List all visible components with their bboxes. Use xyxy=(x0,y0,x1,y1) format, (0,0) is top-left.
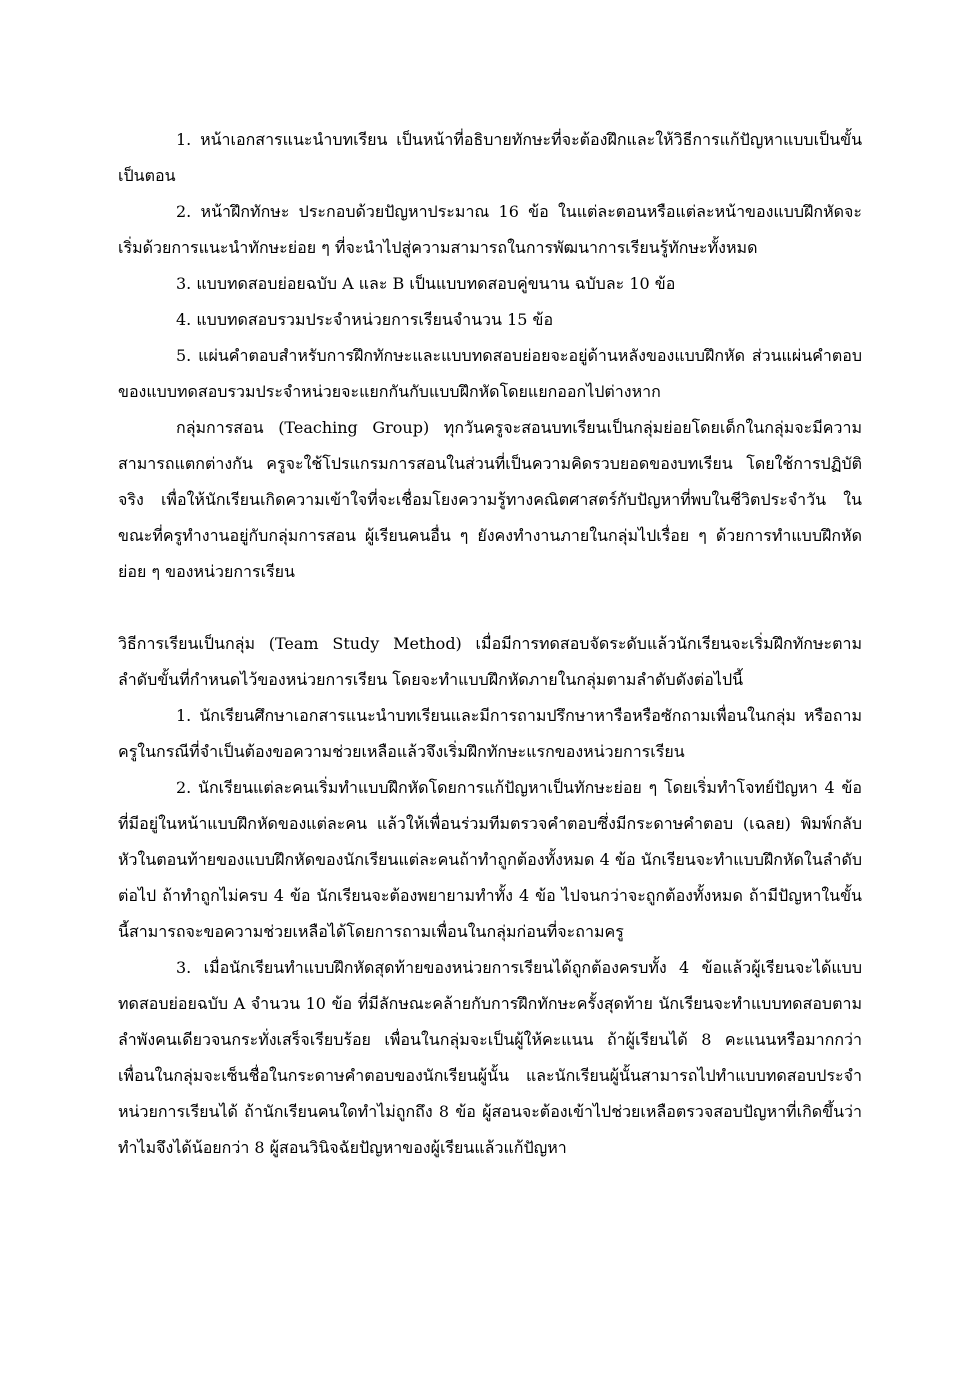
paragraph-step-3: 3. เมื่อนักเรียนทำแบบฝึกหัดสุดท้ายของหน่วยการเรียนได้ถูกต้องครบทั้ง 4 ข้อแล้วผู้เรียนจะได้แบบทดสอบย่อยฉบับ A จำนวน 10 ข้อ ที่มีลักษณะคล้ายกับการฝึกทักษะครั้งสุดท้าย นักเรียนจะทำแบบทดสอบตามลำพังคนเดียวจนกระทั่งเสร็จเรียบร้อย เพื่อนในกลุ่มจะเป็นผู้ให้คะแนน ถ้าผู้เรียนได้ 8 คะแนนหรือมากกว่า เพื่อนในกลุ่มจะเซ็นชื่อในกระดาษคำตอบของนักเรียนผู้นั้น และนักเรียนผู้นั้นสามารถไปทำแบบทดสอบประจำหน่วยการเรียนได้ ถ้านักเรียนคนใดทำไม่ถูกถึง 8 ข้อ ผู้สอนจะต้องเข้าไปช่วยเหลือตรวจสอบปัญหาที่เกิดขึ้นว่าทำไมจึงได้น้อยกว่า 8 ผู้สอนวินิจฉัยปัญหาของผู้เรียนแล้วแก้ปัญหา xyxy=(118,958,862,1157)
paragraph-step-2: 2. นักเรียนแต่ละคนเริ่มทำแบบฝึกหัดโดยการแก้ปัญหาเป็นทักษะย่อย ๆ โดยเริ่มทำโจทย์ปัญหา 4 ข้อ ที่มีอยู่ในหน้าแบบฝึกหัดของแต่ละคน แล้วให้เพื่อนร่วมทีมตรวจคำตอบซึ่งมีกระดาษคำตอบ (เฉลย) พิมพ์กลับหัวในตอนท้ายของแบบฝึกหัดของนักเรียนแต่ละคนถ้าทำถูกต้องทั้งหมด 4 ข้อ นักเรียนจะทำแบบฝึกหัดในลำดับต่อไป ถ้าทำถูกไม่ครบ 4 ข้อ นักเรียนจะต้องพยายามทำทั้ง 4 ข้อ ไปจนกว่าจะถูกต้องทั้งหมด ถ้ามีปัญหาในขั้นนี้สามารถจะขอความช่วยเหลือได้โดยการถามเพื่อนในกลุ่มก่อนที่จะถามครู xyxy=(118,778,862,941)
paragraph-item-4: 4. แบบทดสอบรวมประจำหน่วยการเรียนจำนวน 15 ข้อ xyxy=(176,310,554,329)
paragraph-step-1: 1. นักเรียนศึกษาเอกสารแนะนำบทเรียนและมีการถามปรึกษาหารือหรือซักถามเพื่อนในกลุ่ม หรือถามครูในกรณีที่จำเป็นต้องขอความช่วยเหลือแล้วจึงเริ่มฝึกทักษะแรกของหน่วยการเรียน xyxy=(118,706,862,761)
paragraph-team-study-intro: วิธีการเรียนเป็นกลุ่ม (Team Study Method) เมื่อมีการทดสอบจัดระดับแล้วนักเรียนจะเริ่มฝึกทักษะตามลำดับขั้นที่กำหนดไว้ของหน่วยการเรียน โดยจะทำแบบฝึกหัดภายในกลุ่มตามลำดับดังต่อไปนี้ xyxy=(118,634,862,689)
paragraph-item-1: 1. หน้าเอกสารแนะนำบทเรียน เป็นหน้าที่อธิบายทักษะที่จะต้องฝึกและให้วิธีการแก้ปัญหาแบบเป็นขั้นเป็นตอน xyxy=(118,130,862,185)
document-body xyxy=(118,122,862,1166)
paragraph-item-5: 5. แผ่นคำตอบสำหรับการฝึกทักษะและแบบทดสอบย่อยจะอยู่ด้านหลังของแบบฝึกหัด ส่วนแผ่นคำตอบของแบบทดสอบรวมประจำหน่วยจะแยกกันกับแบบฝึกหัดโดยแยกออกไปต่างหาก xyxy=(118,346,862,401)
paragraph-teaching-group: กลุ่มการสอน (Teaching Group) ทุกวันครูจะสอนบทเรียนเป็นกลุ่มย่อยโดยเด็กในกลุ่มจะมีความสามารถแตกต่างกัน ครูจะใช้โปรแกรมการสอนในส่วนที่เป็นความคิดรวบยอดของบทเรียน โดยใช้การปฏิบัติจริง เพื่อให้นักเรียนเกิดความเข้าใจที่จะเชื่อมโยงความรู้ทางคณิตศาสตร์กับปัญหาที่พบในชีวิตประจำวัน ในขณะที่ครูทำงานอยู่กับกลุ่มการสอน ผู้เรียนคนอื่น ๆ ยังคงทำงานภายในกลุ่มไปเรื่อย ๆ ด้วยการทำแบบฝึกหัดย่อย ๆ ของหน่วยการเรียน xyxy=(118,418,862,581)
paragraph-item-2: 2. หน้าฝึกทักษะ ประกอบด้วยปัญหาประมาณ 16 ข้อ ในแต่ละตอนหรือแต่ละหน้าของแบบฝึกหัดจะเริ่มด้วยการแนะนำทักษะย่อย ๆ ที่จะนำไปสู่ความสามารถในการพัฒนาการเรียนรู้ทักษะทั้งหมด xyxy=(118,202,862,257)
section-gap xyxy=(118,590,862,626)
paragraph-item-3: 3. แบบทดสอบย่อยฉบับ A และ B เป็นแบบทดสอบคู่ขนาน ฉบับละ 10 ข้อ xyxy=(176,274,676,293)
